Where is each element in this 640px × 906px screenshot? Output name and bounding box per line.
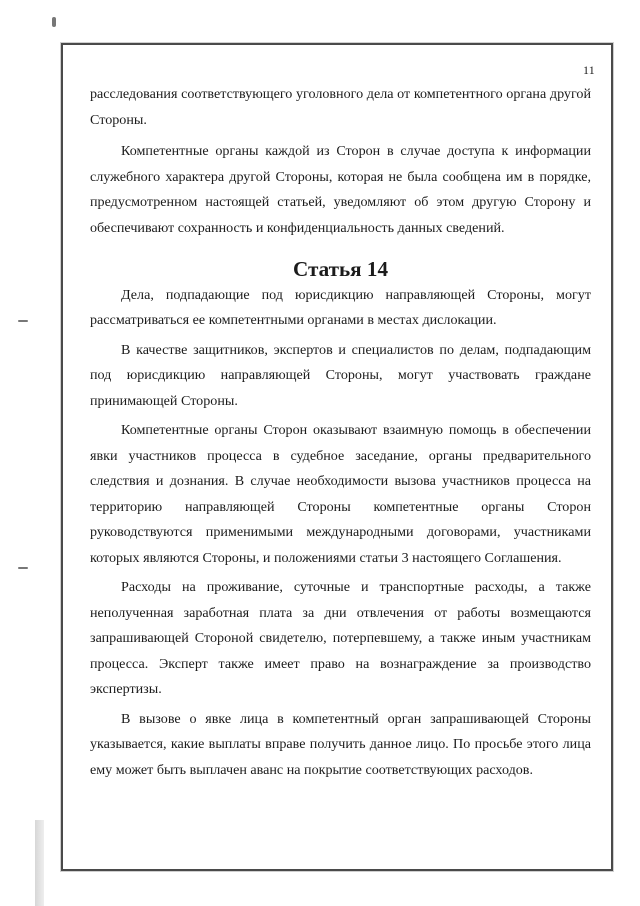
paragraph-article-14-5: В вызове о явке лица в компетентный орган запрашивающей Стороны указывается, какие выплаты вправе получить данное лицо. По просьбе этого лица ему может быть выплачен аванс на покрытие соответствующих расходов. — [90, 710, 591, 778]
paragraph-article-14-2: В качестве защитников, экспертов и специалистов по делам, подпадающим под юрисдикцию направляющей Стороны, могут участвовать граждане принимающей Стороны. — [90, 341, 591, 409]
scan-mark-left-1 — [18, 320, 28, 322]
continuation-paragraph: расследования соответствующего уголовного дела от компетентного органа другой Стороны. — [90, 86, 591, 128]
scan-mark-left-2 — [18, 567, 28, 569]
article-heading: Статья 14 — [292, 257, 389, 281]
document-page — [61, 43, 613, 871]
document-body — [90, 82, 591, 783]
paragraph-article-14-1: Дела, подпадающие под юрисдикцию направляющей Стороны, могут рассматриваться ее компетентными органами в местах дислокации. — [90, 286, 591, 328]
scan-mark-top — [52, 17, 56, 27]
paragraph-confidentiality: Компетентные органы каждой из Сторон в случае доступа к информации служебного характера другой Стороны, которая не была сообщена им в порядке, предусмотренном настоящей статьей, уведомляют об этом другую Сторону и обеспечивают сохранность и конфиденциальность данных сведений. — [90, 143, 591, 236]
scan-edge-strip — [35, 820, 44, 906]
page-number: 11 — [583, 63, 595, 77]
paragraph-article-14-3: Компетентные органы Сторон оказывают взаимную помощь в обеспечении явки участников процесса в судебное заседание, органы предварительного следствия и дознания. В случае необходимости вызова участников процесса на территорию направляющей Стороны компетентные органы Сторон руководствуются применимыми международными договорами, участниками которых являются Стороны, и положениями статьи 3 настоящего Соглашения. — [90, 422, 591, 566]
paragraph-article-14-4: Расходы на проживание, суточные и транспортные расходы, а также неполученная заработная плата за дни отвлечения от работы возмещаются запрашивающей Стороной свидетелю, потерпевшему, а также иным участникам процесса. Эксперт также имеет право на вознаграждение за производство экспертизы. — [90, 579, 591, 697]
